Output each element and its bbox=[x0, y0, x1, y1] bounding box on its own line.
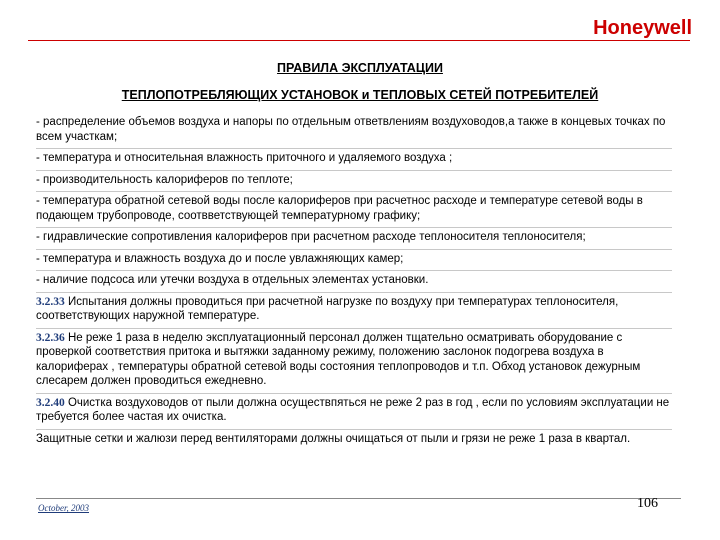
paragraph bbox=[36, 271, 672, 293]
page-number: 106 bbox=[637, 496, 658, 511]
honeywell-logo: Honeywell bbox=[593, 17, 692, 39]
document-title: ПРАВИЛА ЭКСПЛУАТАЦИИ bbox=[277, 61, 443, 75]
paragraph bbox=[36, 250, 672, 272]
paragraph-text: Не реже 1 раза в неделю эксплуатационный персонал должен тщательно осматривать оборудование с проверкой соответствия притока и вытяжки заданному режиму, положению заслонок подогрева воздуха в калориферах , температуры обратной сетевой воды состояния теплопроводов и т.п. Обход установок дежурным слесарем должен проводиться ежедневно. bbox=[36, 331, 641, 387]
clause-number: 3.2.40 bbox=[36, 396, 65, 409]
paragraph-text: - температура и относительная влажность приточного и удаляемого воздуха ; bbox=[36, 152, 453, 164]
body-text bbox=[36, 113, 672, 450]
clause-number: 3.2.33 bbox=[36, 295, 65, 308]
paragraph bbox=[36, 192, 672, 228]
paragraph-text: - гидравлические сопротивления калориферов при расчетном расходе теплоносителя теплоносителя; bbox=[36, 231, 586, 243]
paragraph-text: Защитные сетки и жалюзи перед вентиляторами должны очищаться от пыли и грязи не реже 1 раза в квартал. bbox=[36, 432, 631, 445]
paragraph-text: Очистка воздуховодов от пыли должна осуществпяться не реже 2 раз в год , если по условиям эксплуатации не требуется более частая их очистка. bbox=[36, 396, 670, 423]
paragraph bbox=[36, 329, 672, 394]
paragraph bbox=[36, 113, 672, 149]
paragraph bbox=[36, 430, 672, 451]
footer-divider bbox=[36, 498, 681, 499]
paragraph bbox=[36, 149, 672, 171]
paragraph-text: - распределение объемов воздуха и напоры по отдельным ответвлениям воздуховодов,а также в концевых точках по всем участкам; bbox=[36, 116, 666, 143]
footer-date: October, 2003 bbox=[38, 503, 89, 513]
paragraph-text: - температура обратной сетевой воды после калориферов при расчетнос расходе и температуре сетевой воды в подающем трубопроводе, соотвветствующей температурному графику; bbox=[36, 195, 643, 222]
paragraph-text: - температура и влажность воздуха до и после увлажняющих камер; bbox=[36, 252, 404, 265]
paragraph bbox=[36, 293, 672, 329]
paragraph-text: Испытания должны проводиться при расчетной нагрузке по воздуху при температурах теплоносителя, соответствующих наружной температуре. bbox=[36, 295, 619, 322]
clause-number: 3.2.36 bbox=[36, 331, 65, 344]
paragraph bbox=[36, 394, 672, 430]
paragraph bbox=[36, 171, 672, 193]
paragraph-text: - наличие подсоса или утечки воздуха в отдельных элементах установки. bbox=[36, 274, 429, 286]
paragraph-text: - производительность калориферов по теплоте; bbox=[36, 173, 293, 186]
header-divider bbox=[28, 40, 690, 41]
document-subtitle: ТЕПЛОПОТРЕБЛЯЮЩИХ УСТАНОВОК и ТЕПЛОВЫХ СЕТЕЙ ПОТРЕБИТЕЛЕЙ bbox=[121, 88, 599, 102]
paragraph bbox=[36, 228, 672, 250]
